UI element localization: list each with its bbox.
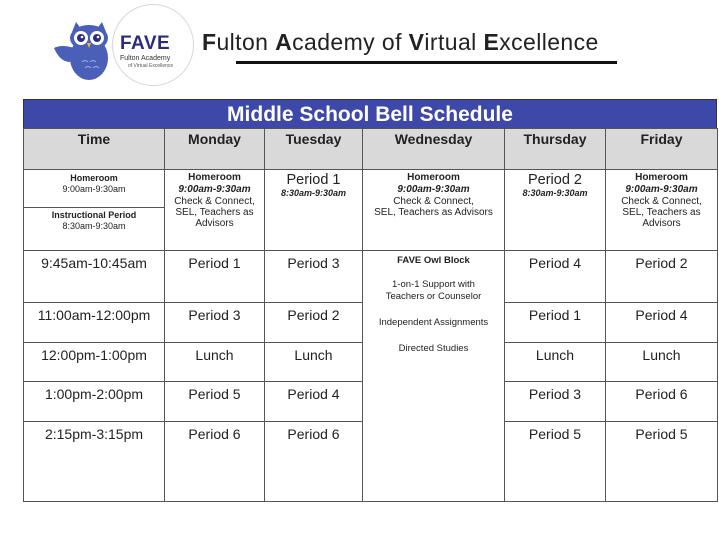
period-label: Lunch <box>535 347 575 363</box>
period-label: Period 6 <box>287 426 340 442</box>
monday-homeroom-line: Advisors <box>195 218 234 229</box>
period-label: Period 4 <box>528 255 582 271</box>
monday-cell <box>165 303 265 343</box>
tuesday-homeroom-cell <box>265 170 363 251</box>
monday-cell <box>165 251 265 303</box>
period-label: Period 3 <box>528 386 582 402</box>
wednesday-homeroom-line: Check & Connect, <box>393 196 474 207</box>
homeroom-time-cell <box>24 170 165 251</box>
tuesday-period-title: Period 1 <box>286 172 341 188</box>
time-cell <box>24 303 165 343</box>
friday-homeroom-title: Homeroom <box>635 172 688 183</box>
monday-cell <box>165 382 265 422</box>
period-label: Period 2 <box>635 255 688 271</box>
friday-homeroom-line: Check & Connect, <box>621 196 702 207</box>
column-header-wednesday: Wednesday <box>363 129 505 170</box>
friday-cell <box>606 251 718 303</box>
bell-schedule-table <box>23 99 717 502</box>
thursday-cell <box>505 303 606 343</box>
title-underline <box>236 61 617 64</box>
homeroom-row <box>24 170 718 251</box>
friday-homeroom-line: Advisors <box>642 218 681 229</box>
instructional-period-time: 8:30am-9:30am <box>62 221 126 231</box>
schedule-row <box>24 251 718 303</box>
monday-homeroom-time: 9:00am-9:30am <box>178 184 251 195</box>
period-label: Lunch <box>642 347 681 363</box>
time-cell <box>24 382 165 422</box>
owl-block-line: Independent Assignments <box>378 317 489 328</box>
thursday-homeroom-cell <box>505 170 606 251</box>
time-cell <box>24 422 165 502</box>
owl-block-line: 1-on-1 Support with <box>392 279 475 290</box>
monday-homeroom-title: Homeroom <box>188 172 241 183</box>
friday-homeroom-time: 9:00am-9:30am <box>625 184 698 195</box>
wednesday-homeroom-title: Homeroom <box>407 172 460 183</box>
thursday-cell <box>505 343 606 382</box>
homeroom-time: 9:00am-9:30am <box>62 184 126 194</box>
logo-wordmark: FAVE <box>120 33 171 54</box>
period-label: Period 4 <box>287 386 340 402</box>
period-label: Period 6 <box>635 386 688 402</box>
friday-cell <box>606 343 718 382</box>
column-header-tuesday: Tuesday <box>265 129 363 170</box>
period-label: Period 5 <box>635 426 688 442</box>
column-header-friday: Friday <box>606 129 718 170</box>
friday-cell <box>606 303 718 343</box>
period-label: Period 6 <box>188 426 241 442</box>
monday-homeroom-line: Check & Connect, <box>174 196 255 207</box>
column-header-time: Time <box>24 129 165 170</box>
time-label: 1:00pm-2:00pm <box>44 386 144 402</box>
period-label: Lunch <box>294 347 333 363</box>
header-row <box>24 129 718 170</box>
tuesday-cell <box>265 422 363 502</box>
column-header-thursday: Thursday <box>505 129 606 170</box>
period-label: Period 1 <box>188 255 241 271</box>
period-label: Period 2 <box>287 307 340 323</box>
logo-subtitle-1: Fulton Academy <box>120 55 171 62</box>
thursday-period-title: Period 2 <box>527 172 582 188</box>
time-cell <box>24 343 165 382</box>
cell-divider <box>24 207 164 208</box>
friday-homeroom-cell <box>606 170 718 251</box>
wednesday-homeroom-line: SEL, Teachers as Advisors <box>374 207 493 218</box>
monday-cell <box>165 343 265 382</box>
period-label: Period 5 <box>188 386 241 402</box>
schedule-grid <box>23 128 718 502</box>
thursday-cell <box>505 382 606 422</box>
tuesday-cell <box>265 251 363 303</box>
tuesday-cell <box>265 343 363 382</box>
friday-homeroom-line: SEL, Teachers as <box>622 207 701 218</box>
schedule-banner: Middle School Bell Schedule <box>23 99 717 129</box>
time-label: 2:15pm-3:15pm <box>44 426 144 442</box>
column-header-monday: Monday <box>165 129 265 170</box>
instructional-period-label: Instructional Period <box>51 210 137 220</box>
time-cell <box>24 251 165 303</box>
monday-homeroom-line: SEL, Teachers as <box>175 207 254 218</box>
tuesday-period-time: 8:30am-9:30am <box>280 188 347 198</box>
wednesday-homeroom-time: 9:00am-9:30am <box>397 184 470 195</box>
tuesday-cell <box>265 382 363 422</box>
owl-block-line: Directed Studies <box>398 343 469 354</box>
period-label: Period 3 <box>188 307 241 323</box>
period-label: Period 4 <box>635 307 688 323</box>
monday-cell <box>165 422 265 502</box>
homeroom-label: Homeroom <box>70 173 118 183</box>
thursday-cell <box>505 422 606 502</box>
period-label: Lunch <box>195 347 234 363</box>
fave-owl-block-cell <box>363 251 505 502</box>
owl-icon <box>52 18 122 84</box>
thursday-period-time: 8:30am-9:30am <box>522 188 588 198</box>
logo-subtitle-2: of Virtual Excellence <box>128 63 174 69</box>
period-label: Period 5 <box>528 426 582 442</box>
wednesday-homeroom-cell <box>363 170 505 251</box>
period-label: Period 3 <box>287 255 340 271</box>
tuesday-cell <box>265 303 363 343</box>
friday-cell <box>606 382 718 422</box>
monday-homeroom-cell <box>165 170 265 251</box>
time-label: 9:45am-10:45am <box>41 255 147 271</box>
owl-block-line: Teachers or Counselor <box>385 291 482 302</box>
owl-block-title: FAVE Owl Block <box>397 255 470 266</box>
school-title: Fulton Academy of Virtual Excellence <box>202 29 599 55</box>
thursday-cell <box>505 251 606 303</box>
time-label: 11:00am-12:00pm <box>37 307 151 323</box>
friday-cell <box>606 422 718 502</box>
period-label: Period 1 <box>528 307 582 323</box>
time-label: 12:00pm-1:00pm <box>41 347 147 363</box>
